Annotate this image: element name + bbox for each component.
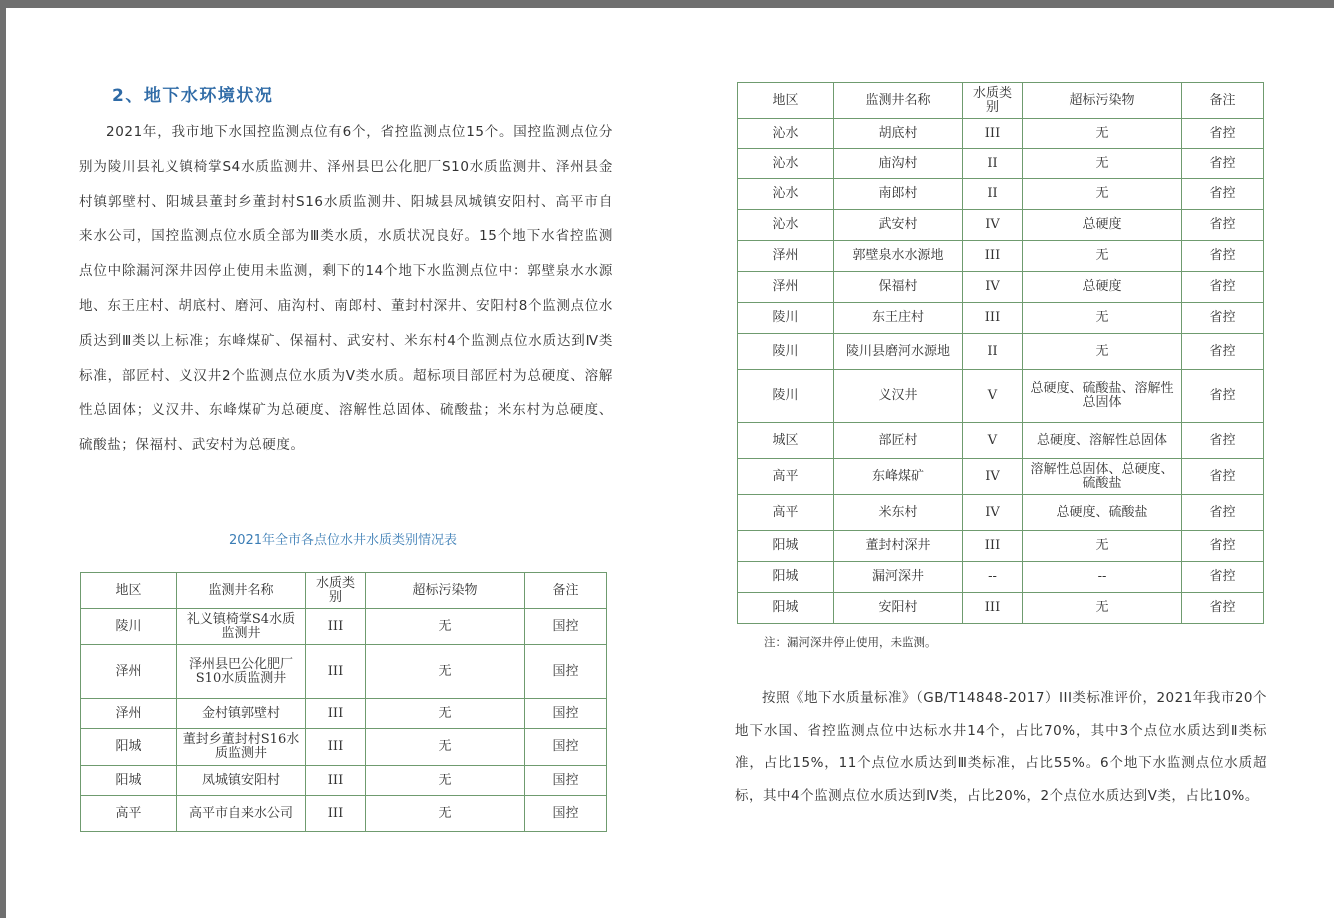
remark-cell: 国控 — [525, 645, 607, 699]
national-monitoring-table — [80, 572, 607, 832]
well-cell: 部匠村 — [834, 423, 963, 459]
section-heading: 2、地下水环境状况 — [112, 86, 274, 106]
class-cell: III — [306, 699, 366, 729]
pollutant-cell: 无 — [366, 609, 525, 645]
region-cell: 高平 — [738, 495, 834, 531]
table-caption: 2021年全市各点位水井水质类别情况表 — [228, 533, 458, 548]
class-cell: II — [963, 334, 1023, 370]
well-cell: 庙沟村 — [834, 149, 963, 179]
well-cell: 武安村 — [834, 210, 963, 241]
header-cell: 超标污染物 — [366, 573, 525, 609]
well-cell: 胡底村 — [834, 119, 963, 149]
pollutant-cell: 无 — [1023, 149, 1182, 179]
region-cell: 陵川 — [738, 334, 834, 370]
header-cell: 监测井名称 — [834, 83, 963, 119]
table-row — [81, 766, 607, 796]
class-cell: III — [963, 593, 1023, 624]
pollutant-cell: 无 — [1023, 593, 1182, 624]
remark-cell: 省控 — [1182, 303, 1264, 334]
region-cell: 沁水 — [738, 179, 834, 210]
pollutant-cell: 无 — [1023, 531, 1182, 562]
table-row — [738, 495, 1264, 531]
remark-cell: 省控 — [1182, 531, 1264, 562]
region-cell: 阳城 — [81, 729, 177, 766]
table-row — [81, 609, 607, 645]
remark-cell: 省控 — [1182, 495, 1264, 531]
table-header-row — [81, 573, 607, 609]
well-cell: 泽州县巴公化肥厂S10水质监测井 — [177, 645, 306, 699]
table-row — [738, 210, 1264, 241]
well-cell: 郭壁泉水水源地 — [834, 241, 963, 272]
well-cell: 陵川县磨河水源地 — [834, 334, 963, 370]
class-cell: III — [306, 766, 366, 796]
well-cell: 金村镇郭壁村 — [177, 699, 306, 729]
pollutant-cell: 无 — [366, 699, 525, 729]
well-cell: 董封村深井 — [834, 531, 963, 562]
remark-cell: 国控 — [525, 609, 607, 645]
well-cell: 义汉井 — [834, 370, 963, 423]
class-cell: III — [306, 796, 366, 832]
well-cell: 凤城镇安阳村 — [177, 766, 306, 796]
pollutant-cell: -- — [1023, 562, 1182, 593]
header-cell: 水质类别 — [306, 573, 366, 609]
table-row — [738, 119, 1264, 149]
class-cell: V — [963, 423, 1023, 459]
well-cell: 保福村 — [834, 272, 963, 303]
section-paragraph: 2021年，我市地下水国控监测点位有6个，省控监测点位15个。国控监测点位分别为陵川县礼义镇椅掌S4水质监测井、泽州县巴公化肥厂S10水质监测井、泽州县金村镇郭壁村、阳城县董封乡董封村S16水质监测井、阳城县凤城镇安阳村、高平市自来水公司，国控监测点位水质全部为Ⅲ类水质，水质状况良好。15个地下水省控监测点位中除漏河深井因停止使用未监测，剩下的14个地下水监测点位中：郭壁泉水水源地、东王庄村、胡底村、磨河、庙沟村、南郎村、董封村深井、安阳村8个监测点位水质达到Ⅲ类以上标准；东峰煤矿、保福村、武安村、米东村4个监测点位水质达到Ⅳ类标准，部匠村、义汉井2个监测点位水质为Ⅴ类水质。超标项目部匠村为总硬度、溶解性总固体；义汉井、东峰煤矿为总硬度、溶解性总固体、硫酸盐；米东村为总硬度、硫酸盐；保福村、武安村为总硬度。 — [79, 124, 613, 454]
class-cell: III — [306, 645, 366, 699]
evaluation-paragraph: 按照《地下水质量标准》（GB/T14848-2017）III类标准评价，2021年我市20个地下水国、省控监测点位中达标水井14个，占比70%，其中3个点位水质达到Ⅱ类标准，占比15%，11个点位水质达到Ⅲ类标准，占比55%。6个地下水监测点位水质超标，其中4个监测点位水质达到Ⅳ类，占比20%，2个点位水质达到Ⅴ类，占比10%。 — [735, 690, 1267, 804]
pollutant-cell: 总硬度、溶解性总固体 — [1023, 423, 1182, 459]
well-cell: 高平市自来水公司 — [177, 796, 306, 832]
table-row — [738, 179, 1264, 210]
pollutant-cell: 总硬度、硫酸盐 — [1023, 495, 1182, 531]
header-cell: 监测井名称 — [177, 573, 306, 609]
class-cell: III — [306, 609, 366, 645]
well-cell: 米东村 — [834, 495, 963, 531]
table-header-row — [738, 83, 1264, 119]
well-cell: 漏河深井 — [834, 562, 963, 593]
well-cell: 礼义镇椅掌S4水质监测井 — [177, 609, 306, 645]
pollutant-cell: 无 — [366, 645, 525, 699]
class-cell: V — [963, 370, 1023, 423]
class-cell: IV — [963, 459, 1023, 495]
remark-cell: 省控 — [1182, 334, 1264, 370]
table-row — [738, 149, 1264, 179]
region-cell: 陵川 — [81, 609, 177, 645]
remark-cell: 省控 — [1182, 210, 1264, 241]
remark-cell: 省控 — [1182, 119, 1264, 149]
table-row — [738, 370, 1264, 423]
remark-cell: 省控 — [1182, 241, 1264, 272]
table-row — [738, 593, 1264, 624]
remark-cell: 省控 — [1182, 562, 1264, 593]
table-row — [738, 459, 1264, 495]
region-cell: 阳城 — [81, 766, 177, 796]
region-cell: 沁水 — [738, 210, 834, 241]
remark-cell: 国控 — [525, 796, 607, 832]
well-cell: 东峰煤矿 — [834, 459, 963, 495]
pollutant-cell: 无 — [366, 729, 525, 766]
table-row — [738, 272, 1264, 303]
pollutant-cell: 无 — [1023, 334, 1182, 370]
remark-cell: 国控 — [525, 766, 607, 796]
class-cell: IV — [963, 495, 1023, 531]
provincial-monitoring-table — [737, 82, 1264, 624]
header-cell: 地区 — [81, 573, 177, 609]
table-row — [738, 423, 1264, 459]
pollutant-cell: 总硬度 — [1023, 210, 1182, 241]
remark-cell: 省控 — [1182, 459, 1264, 495]
table-row — [738, 241, 1264, 272]
class-cell: III — [963, 241, 1023, 272]
header-cell: 备注 — [1182, 83, 1264, 119]
table-row — [81, 699, 607, 729]
class-cell: II — [963, 179, 1023, 210]
well-cell: 东王庄村 — [834, 303, 963, 334]
header-cell: 备注 — [525, 573, 607, 609]
region-cell: 泽州 — [738, 241, 834, 272]
pollutant-cell: 无 — [1023, 303, 1182, 334]
region-cell: 阳城 — [738, 562, 834, 593]
table-note: 注：漏河深井停止使用，未监测。 — [764, 635, 937, 649]
class-cell: -- — [963, 562, 1023, 593]
remark-cell: 国控 — [525, 729, 607, 766]
remark-cell: 省控 — [1182, 593, 1264, 624]
region-cell: 陵川 — [738, 303, 834, 334]
remark-cell: 省控 — [1182, 149, 1264, 179]
pollutant-cell: 无 — [1023, 241, 1182, 272]
header-cell: 水质类别 — [963, 83, 1023, 119]
well-cell: 安阳村 — [834, 593, 963, 624]
class-cell: IV — [963, 210, 1023, 241]
pollutant-cell: 总硬度、硫酸盐、溶解性总固体 — [1023, 370, 1182, 423]
region-cell: 高平 — [81, 796, 177, 832]
remark-cell: 省控 — [1182, 272, 1264, 303]
remark-cell: 省控 — [1182, 370, 1264, 423]
class-cell: III — [963, 119, 1023, 149]
region-cell: 阳城 — [738, 531, 834, 562]
region-cell: 高平 — [738, 459, 834, 495]
class-cell: III — [963, 303, 1023, 334]
region-cell: 泽州 — [81, 699, 177, 729]
table-row — [738, 303, 1264, 334]
table-row — [738, 562, 1264, 593]
region-cell: 泽州 — [738, 272, 834, 303]
well-cell: 南郎村 — [834, 179, 963, 210]
header-cell: 超标污染物 — [1023, 83, 1182, 119]
region-cell: 阳城 — [738, 593, 834, 624]
table-row — [81, 645, 607, 699]
remark-cell: 省控 — [1182, 423, 1264, 459]
table-row — [738, 531, 1264, 562]
remark-cell: 国控 — [525, 699, 607, 729]
class-cell: II — [963, 149, 1023, 179]
pollutant-cell: 溶解性总固体、总硬度、硫酸盐 — [1023, 459, 1182, 495]
pollutant-cell: 总硬度 — [1023, 272, 1182, 303]
pollutant-cell: 无 — [1023, 119, 1182, 149]
table-row — [81, 796, 607, 832]
class-cell: III — [306, 729, 366, 766]
well-cell: 董封乡董封村S16水质监测井 — [177, 729, 306, 766]
region-cell: 沁水 — [738, 149, 834, 179]
pollutant-cell: 无 — [366, 796, 525, 832]
remark-cell: 省控 — [1182, 179, 1264, 210]
class-cell: IV — [963, 272, 1023, 303]
class-cell: III — [963, 531, 1023, 562]
region-cell: 泽州 — [81, 645, 177, 699]
table-row — [81, 729, 607, 766]
header-cell: 地区 — [738, 83, 834, 119]
pollutant-cell: 无 — [1023, 179, 1182, 210]
table-row — [738, 334, 1264, 370]
region-cell: 城区 — [738, 423, 834, 459]
pollutant-cell: 无 — [366, 766, 525, 796]
region-cell: 沁水 — [738, 119, 834, 149]
region-cell: 陵川 — [738, 370, 834, 423]
